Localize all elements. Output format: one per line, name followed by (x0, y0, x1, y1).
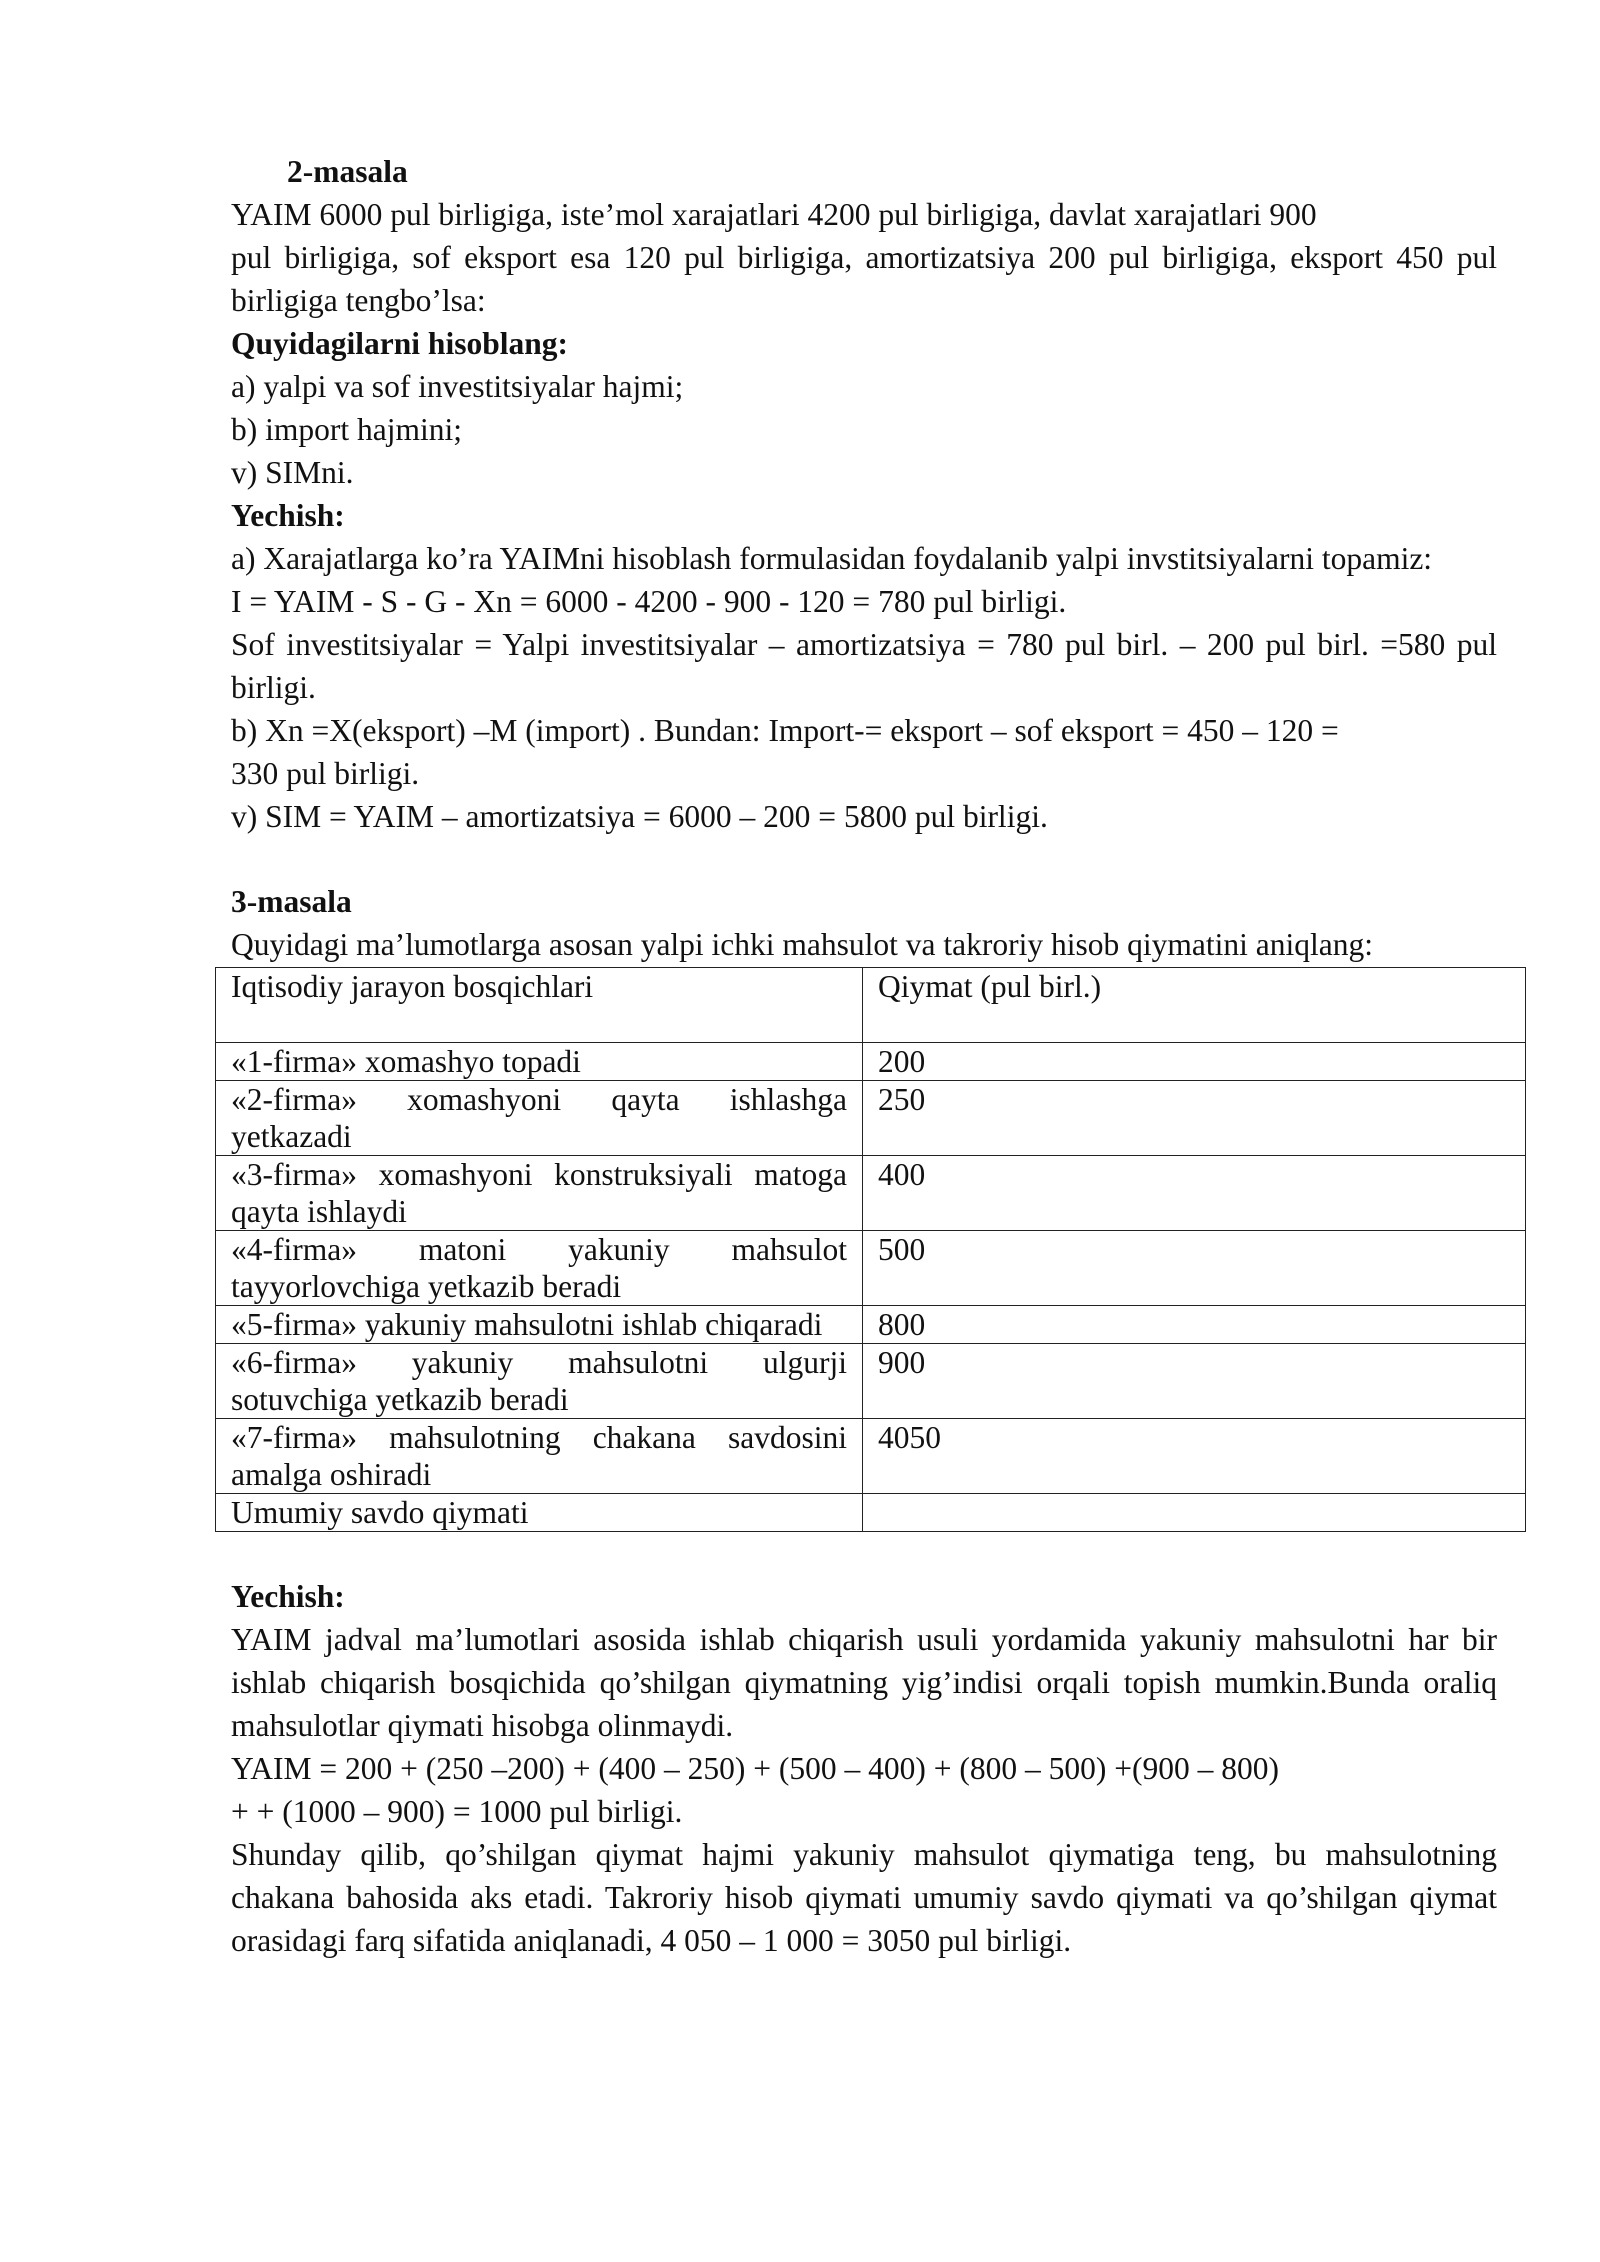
table-header-stage: Iqtisodiy jarayon bosqichlari (216, 968, 863, 1043)
problem-2-task: v) SIMni. (231, 455, 354, 490)
table-header-row (216, 968, 1526, 1043)
table-cell-value (863, 1494, 1526, 1532)
problem-3-solution-line: YAIM = 200 + (250 –200) + (400 – 250) + (500 – 400) + (800 – 500) +(900 – 800) (231, 1751, 1279, 1786)
table-row (216, 1419, 1526, 1494)
problem-3-title: 3-masala (231, 884, 352, 919)
table-row (216, 1494, 1526, 1532)
problem-2-task-heading: Quyidagilarni hisoblang: (231, 326, 568, 361)
table-cell-stage: Umumiy savdo qiymati (216, 1494, 863, 1532)
table-cell-value: 250 (863, 1081, 1526, 1156)
table-cell-stage (216, 1081, 863, 1156)
table-cell-value: 400 (863, 1156, 1526, 1231)
problem-2-solution-line: v) SIM = YAIM – amortizatsiya = 6000 – 200 = 5800 pul birligi. (231, 799, 1048, 834)
problem-3-solution-heading: Yechish: (231, 1579, 345, 1614)
problem-2-section (231, 150, 1497, 838)
table-cell-stage (216, 1419, 863, 1494)
problem-2-condition-line: YAIM 6000 pul birligiga, iste’mol xarajatlari 4200 pul birligiga, davlat xarajatlari 900 (231, 197, 1317, 232)
table-header-value: Qiymat (pul birl.) (863, 968, 1526, 1043)
table-row (216, 1043, 1526, 1081)
table-cell-value: 800 (863, 1306, 1526, 1344)
problem-3-solution-line: orasidagi farq sifatida aniqlanadi, 4 050 – 1 000 = 3050 pul birligi. (231, 1923, 1072, 1958)
table-cell-stage-text: «6-firma» yakuniy mahsulotni ulgurji sotuvchiga yetkazib beradi (231, 1345, 847, 1417)
problem-3-solution-line: mahsulotlar qiymati hisobga olinmaydi. (231, 1708, 734, 1743)
problem-3-solution-line: YAIM jadval ma’lumotlari asosida ishlab chiqarish usuli yordamida yakuniy mahsulotni har bir (231, 1622, 1497, 1657)
problem-2-solution-line: a) Xarajatlarga ko’ra YAIMni hisoblash formulasidan foydalanib yalpi invstitsiyalarni topamiz: (231, 541, 1433, 576)
table-row (216, 1231, 1526, 1306)
table-row (216, 1306, 1526, 1344)
table-cell-stage (216, 1344, 863, 1419)
table-cell-stage (216, 1231, 863, 1306)
problem-2-solution-line: b) Xn =X(eksport) –M (import) . Bundan: Import-= eksport – sof eksport = 450 – 120 = (231, 713, 1339, 748)
stages-table (215, 967, 1526, 1532)
problem-3-solution-line: Shunday qilib, qo’shilgan qiymat hajmi yakuniy mahsulot qiymatiga teng, bu mahsulotning (231, 1837, 1497, 1872)
problem-2-solution-heading: Yechish: (231, 498, 345, 533)
table-cell-stage-text: «2-firma» xomashyoni qayta ishlashga yetkazadi (231, 1082, 847, 1154)
problem-2-condition-line: birligiga tengbo’lsa: (231, 283, 486, 318)
problem-3-solution (231, 1575, 1497, 1962)
table-row (216, 1081, 1526, 1156)
table-cell-value: 500 (863, 1231, 1526, 1306)
problem-3-solution-line: + + (1000 – 900) = 1000 pul birligi. (231, 1794, 683, 1829)
problem-2-solution-line: 330 pul birligi. (231, 756, 420, 791)
problem-3-intro: Quyidagi ma’lumotlarga asosan yalpi ichki mahsulot va takroriy hisob qiymatini aniqlang: (231, 927, 1373, 962)
problem-3-solution-line: chakana bahosida aks etadi. Takroriy hisob qiymati umumiy savdo qiymati va qo’shilgan qiymat (231, 1880, 1497, 1915)
table-cell-stage: «1-firma» xomashyo topadi (216, 1043, 863, 1081)
table-cell-stage: «5-firma» yakuniy mahsulotni ishlab chiqaradi (216, 1306, 863, 1344)
problem-2-solution-line: birligi. (231, 670, 316, 705)
problem-3-solution-line: ishlab chiqarish bosqichida qo’shilgan qiymatning yig’indisi orqali topish mumkin.Bunda oraliq (231, 1665, 1497, 1700)
table-cell-value: 900 (863, 1344, 1526, 1419)
problem-2-solution-line: I = YAIM - S - G - Xn = 6000 - 4200 - 900 - 120 = 780 pul birligi. (231, 584, 1067, 619)
table-cell-value: 200 (863, 1043, 1526, 1081)
problem-2-solution-line: Sof investitsiyalar = Yalpi investitsiyalar – amortizatsiya = 780 pul birl. – 200 pul birl. =580 pul (231, 627, 1497, 662)
problem-2-condition-line: pul birligiga, sof eksport esa 120 pul birligiga, amortizatsiya 200 pul birligiga, eksport 450 pul (231, 240, 1497, 275)
table-row (216, 1344, 1526, 1419)
table-cell-value: 4050 (863, 1419, 1526, 1494)
table-cell-stage-text: «3-firma» xomashyoni konstruksiyali matoga qayta ishlaydi (231, 1157, 847, 1229)
table-row (216, 1156, 1526, 1231)
problem-2-title: 2-masala (287, 154, 408, 189)
problem-2-task: b) import hajmini; (231, 412, 462, 447)
table-cell-stage-text: «4-firma» matoni yakuniy mahsulot tayyorlovchiga yetkazib beradi (231, 1232, 847, 1304)
table-cell-stage (216, 1156, 863, 1231)
problem-3-section (231, 880, 1497, 966)
table-cell-stage-text: «7-firma» mahsulotning chakana savdosini amalga oshiradi (231, 1420, 847, 1492)
problem-2-task: a) yalpi va sof investitsiyalar hajmi; (231, 369, 684, 404)
